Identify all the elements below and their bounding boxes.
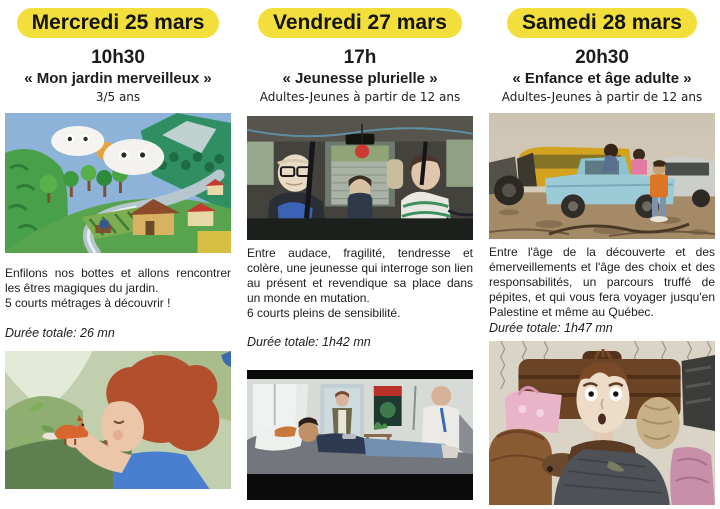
date-badge-friday: Vendredi 27 mars <box>258 8 462 38</box>
column-friday <box>247 8 473 509</box>
scrapyard-truck-image <box>489 113 715 239</box>
film-still-child-fox <box>5 351 231 489</box>
puppet-luggage-image <box>489 341 715 505</box>
screening-title: « Enfance et âge adulte » <box>512 70 692 87</box>
film-description-extra: 5 courts métrages à découvrir ! <box>5 295 171 310</box>
column-wednesday <box>5 8 231 509</box>
total-duration: Durée totale: 26 mn <box>5 325 115 340</box>
total-duration: Durée totale: 1h47 mn <box>489 321 613 336</box>
film-description: Entre l'âge de la découverte et des émerveillements et l'âge des choix et des responsabilités, un parcours truffé de pépites, et qui vous fera voyager jusqu'en Palestine et même au Québec. <box>489 245 715 319</box>
film-still-garden <box>5 113 231 253</box>
child-fox-image <box>5 351 231 489</box>
film-description: Entre audace, fragilité, tendresse et colère, une jeunesse qui interroge son lien au présent et revendique sa place dans un monde en mutation. <box>247 246 473 305</box>
van-interior-image <box>247 116 473 240</box>
film-still-truck <box>489 113 715 239</box>
column-saturday <box>489 8 715 509</box>
bedroom-scene-image <box>247 370 473 500</box>
audience-label: 3/5 ans <box>95 90 141 104</box>
garden-claymation-image <box>5 113 231 253</box>
film-description: Enfilons nos bottes et allons rencontrer les êtres magiques du jardin. <box>5 266 231 295</box>
film-still-van <box>247 116 473 240</box>
film-still-bedroom <box>247 370 473 500</box>
screening-title: « Mon jardin merveilleux » <box>24 70 212 87</box>
screening-title: « Jeunesse plurielle » <box>282 70 438 87</box>
audience-label: Adultes-Jeunes à partir de 12 ans <box>501 90 703 104</box>
screening-time: 17h <box>343 47 377 68</box>
total-duration: Durée totale: 1h42 mn <box>247 335 371 350</box>
film-description-extra: 6 courts pleins de sensibilité. <box>247 305 401 320</box>
date-badge-saturday: Samedi 28 mars <box>507 8 697 38</box>
screening-time: 20h30 <box>575 47 629 68</box>
date-badge-wednesday: Mercredi 25 mars <box>17 8 220 38</box>
audience-label: Adultes-Jeunes à partir de 12 ans <box>259 90 461 104</box>
screening-time: 10h30 <box>91 47 145 68</box>
film-still-puppet <box>489 341 715 505</box>
